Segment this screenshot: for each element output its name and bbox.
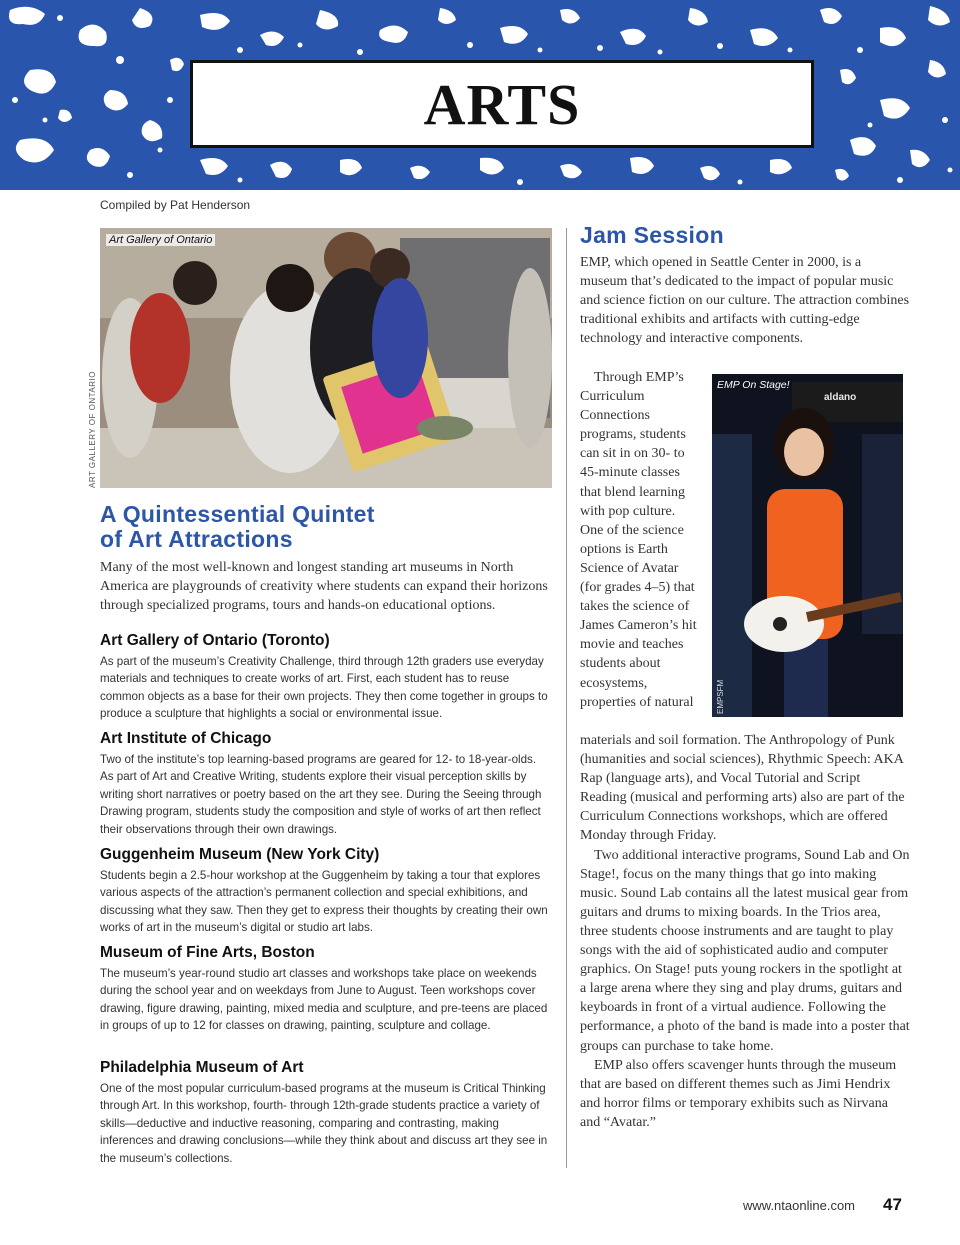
section-heading: Art Institute of Chicago — [100, 730, 272, 747]
museum-section — [100, 943, 552, 1035]
section-body: Students begin a 2.5-hour workshop at the Guggenheim by taking a tour that explores various aspects of the attraction’s permanent collection and special exhibitions, and discussing what they saw. Then they get to express their thoughts by creating their own works of art in the museum’s digital or studio art labs. — [100, 869, 548, 935]
column-divider — [566, 228, 567, 1168]
museum-section — [100, 631, 552, 723]
photo-credit: ART GALLERY OF ONTARIO — [88, 371, 97, 488]
wrap-text: Through EMP’s Curriculum Connections programs, students can sit in on 30- to 45-minute classes that blend learning with pop culture. One of the science options is Earth Science of Avatar (for grades 4–5) that takes the science of James Cameron’s hit movie and teaches students about ecosystems, properties of natural — [580, 370, 697, 710]
section-body: Two of the institute’s top learning-based programs are geared for 12- to 18-year-olds. As part of Art and Creative Writing, students explore their visual perception skills by writing short narratives or poetry based on the art they see. During the Seeing through Drawing program, students study the composition and style of works of art then reflect their observations through their own drawings. — [100, 753, 542, 836]
amp-logo-text: aldano — [824, 392, 857, 403]
page-title: ARTS — [423, 72, 581, 137]
page-number: 47 — [883, 1195, 902, 1214]
headline-line-1: A Quintessential Quintet — [100, 501, 375, 527]
photo-credit: EMPSFM — [716, 679, 725, 714]
jam-continued-text — [580, 731, 910, 1132]
emp-on-stage-photo — [712, 374, 903, 717]
section-heading: Art Gallery of Ontario (Toronto) — [100, 632, 330, 649]
museum-section — [100, 845, 552, 937]
museum-section — [100, 729, 552, 838]
headline-line-2: of Art Attractions — [100, 526, 293, 552]
article-intro: Many of the most well-known and longest standing art museums in North America are playgrounds of creativity where students can expand their horizons through specialized programs, tours and hands-on educational options. — [100, 560, 548, 614]
jam-wrap-paragraph — [580, 368, 702, 712]
classroom-illustration — [100, 228, 552, 488]
section-heading: Guggenheim Museum (New York City) — [100, 846, 380, 863]
jam-lead-paragraph — [580, 253, 910, 348]
continued-paragraph: materials and soil formation. The Anthropology of Punk (humanities and social sciences), Rhythmic Speech: AKA Rap (language arts), and Vocal Tutorial and Script Reading (musical and performing arts) also are part of the Curriculum Connections workshops, which are offered Monday through Friday. — [580, 733, 905, 844]
title-box — [190, 60, 814, 148]
paragraph-scavenger-hunts: EMP also offers scavenger hunts through the museum that are based on different themes such as Jimi Hendrix and horror films or temporary exhibits such as Nirvana and “Avatar.” — [580, 1057, 897, 1130]
museum-section — [100, 1058, 552, 1167]
paragraph-sound-lab: Two additional interactive programs, Sound Lab and On Stage!, focus on the many things that go into making music. Sound Lab contains all the latest musical gear from guitars and drums to mixing boards. In the Trios area, three students choose instruments and are taught to play songs with the aid of sophisticated audio and computer graphics. On Stage! puts young rockers in the spotlight at a large arena where they sing and play drums, guitars and keyboards in front of a virtual audience. Following the performance, a photo of the band is made into a poster that groups can purchase to take home. — [580, 847, 910, 1054]
section-body: One of the most popular curriculum-based programs at the museum is Critical Thinking through Art. In this workshop, fourth- through 12th-grade students practice a variety of skills—deductive and inductive reasoning, comparing and contrasting, making inferences and drawing conclusions—while they think about and discuss art they see in the museum’s collections. — [100, 1082, 548, 1165]
section-heading: Museum of Fine Arts, Boston — [100, 944, 315, 961]
photo-caption: Art Gallery of Ontario — [106, 234, 215, 246]
guitarist-illustration — [712, 374, 903, 717]
byline: Compiled by Pat Henderson — [100, 198, 251, 212]
article-headline — [100, 502, 552, 552]
header-banner — [0, 0, 960, 190]
section-body: The museum’s year-round studio art classes and workshops take place on weekends during the school year and on weekdays from June to August. Teen workshops cover drawing, figure drawing, painting, mixed media and sculpture, and pre-teens are placed in groups of up to 12 for classes on drawing, painting, sculpture and collage. — [100, 967, 548, 1033]
jam-session-headline: Jam Session — [580, 222, 724, 248]
section-heading: Philadelphia Museum of Art — [100, 1059, 304, 1076]
photo-caption: EMP On Stage! — [717, 379, 790, 391]
footer-url: www.ntaonline.com — [743, 1198, 855, 1213]
section-body: As part of the museum’s Creativity Challenge, third through 12th graders use everyday materials and techniques to create works of art. First, each student has to reuse common objects as a base for their own projects. They then come together in groups to produce a sculpture that highlights a social or environmental issue. — [100, 655, 548, 721]
lead-text: EMP, which opened in Seattle Center in 2000, is a museum that’s dedicated to the impact of popular music and science fiction on our culture. The attraction combines traditional exhibits and artifacts with cutting-edge technology and interactive components. — [580, 255, 910, 347]
art-gallery-photo — [100, 228, 552, 488]
